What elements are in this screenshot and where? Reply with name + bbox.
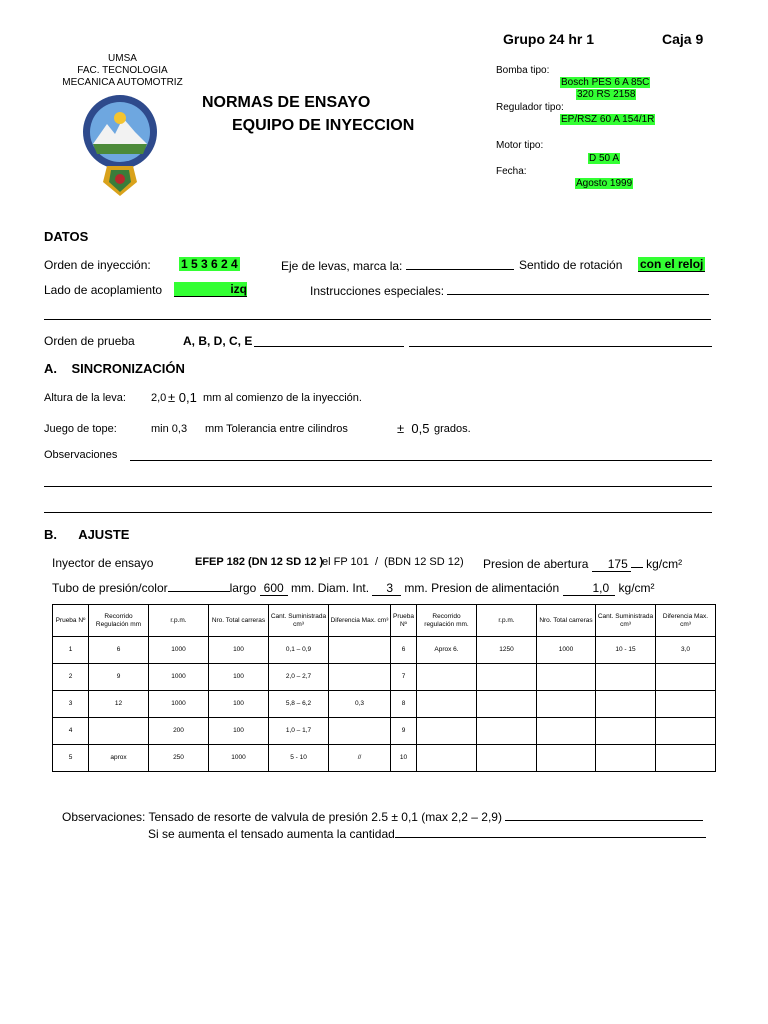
group-label: Grupo 24 hr 1 — [503, 31, 595, 47]
orden-prueba-label: Orden de prueba — [44, 334, 135, 348]
instrucciones-line[interactable] — [44, 319, 711, 320]
column-header: Nro. Total carreras — [537, 605, 596, 637]
tubo-label: Tubo de presión/color — [52, 581, 168, 595]
alimentacion-value[interactable]: 1,0 — [563, 581, 616, 596]
table-cell[interactable]: 1000 — [149, 691, 209, 718]
alimentacion-unit: kg/cm² — [618, 581, 655, 595]
bomba-label: Bomba tipo: — [496, 65, 550, 76]
presion-abertura-unit: kg/cm² — [646, 557, 683, 571]
table-cell[interactable]: 100 — [209, 664, 269, 691]
orden-prueba-field-1[interactable] — [254, 346, 404, 347]
table-cell[interactable]: 100 — [209, 718, 269, 745]
column-header: Prueba Nº — [53, 605, 89, 637]
fecha-label: Fecha: — [496, 166, 527, 177]
juego-value: min 0,3 — [151, 423, 188, 435]
table-cell[interactable] — [596, 664, 656, 691]
table-cell[interactable]: 1,0 – 1,7 — [269, 718, 329, 745]
column-header: r.p.m. — [477, 605, 537, 637]
table-cell[interactable] — [656, 664, 716, 691]
altura-label: Altura de la leva: — [44, 392, 126, 404]
tubo-row — [52, 580, 655, 595]
lado-value: izq — [174, 282, 247, 297]
table-cell[interactable] — [329, 664, 391, 691]
table-cell[interactable] — [537, 718, 596, 745]
table-cell[interactable] — [596, 718, 656, 745]
table-header-row — [53, 605, 716, 637]
datos-heading: DATOS — [44, 229, 89, 244]
table-cell[interactable] — [596, 691, 656, 718]
box-label: Caja 9 — [662, 31, 704, 47]
eje-levas-field[interactable] — [406, 258, 514, 270]
table-row — [53, 745, 716, 772]
doc-title-line1: NORMAS DE ENSAYO — [202, 94, 371, 111]
table-cell[interactable]: 4 — [53, 718, 89, 745]
table-row — [53, 718, 716, 745]
fecha-value: Agosto 1999 — [576, 178, 633, 189]
table-cell[interactable]: 1 — [53, 637, 89, 664]
column-header: Cant. Suministrada cm³ — [269, 605, 329, 637]
table-cell[interactable]: 100 — [209, 691, 269, 718]
instrucciones-field[interactable] — [447, 283, 709, 295]
alimentacion-label: mm. Presion de alimentación — [404, 581, 560, 595]
altura-value: 2,0 — [151, 392, 167, 404]
institution-line: MECANICA AUTOMOTRIZ — [62, 77, 183, 88]
table-cell[interactable] — [656, 691, 716, 718]
table-cell[interactable] — [656, 718, 716, 745]
table-cell[interactable] — [537, 664, 596, 691]
obs-final-row-1 — [62, 809, 703, 824]
table-cell[interactable]: 100 — [209, 637, 269, 664]
instrucciones-row — [310, 283, 709, 298]
column-header: Recorrido Regulación mm — [89, 605, 149, 637]
sentido-value: con el reloj — [640, 257, 704, 271]
table-row — [53, 664, 716, 691]
eje-levas-row — [281, 258, 514, 273]
table-cell[interactable]: 3 — [53, 691, 89, 718]
presion-abertura-row — [483, 556, 682, 571]
institution-block — [60, 53, 185, 89]
regulador-label: Regulador tipo: — [496, 102, 564, 113]
table-cell[interactable]: 200 — [149, 718, 209, 745]
table-cell[interactable]: 10 — [391, 745, 417, 772]
table-cell[interactable]: 250 — [149, 745, 209, 772]
table-cell[interactable]: Aprox 6. — [417, 637, 477, 664]
observaciones-line[interactable] — [44, 512, 712, 513]
ajuste-heading: B. AJUSTE — [44, 527, 130, 542]
table-row — [53, 637, 716, 664]
column-header: Cant. Suministrada cm³ — [596, 605, 656, 637]
table-cell[interactable]: 2 — [53, 664, 89, 691]
table-cell[interactable]: 0,3 — [329, 691, 391, 718]
table-cell[interactable] — [417, 745, 477, 772]
orden-prueba-value: A, B, D, C, E — [183, 334, 253, 348]
tubo-color-field[interactable] — [168, 580, 230, 592]
regulador-value: EP/RSZ 60 A 154/1R — [561, 114, 655, 125]
presion-abertura-label: Presion de abertura — [483, 557, 589, 571]
table-cell[interactable]: 10 - 15 — [596, 637, 656, 664]
orden-prueba-field-2[interactable] — [409, 346, 712, 347]
inyector-label: Inyector de ensayo — [52, 556, 154, 570]
motor-label: Motor tipo: — [496, 140, 544, 151]
obs-final-text-2: Si se aumenta el tensado aumenta la cantidad — [148, 827, 395, 841]
table-cell[interactable] — [537, 691, 596, 718]
obs-final-field-2[interactable] — [395, 826, 706, 838]
instrucciones-label: Instrucciones especiales: — [310, 284, 445, 298]
column-header: Recorrido regulación mm. — [417, 605, 477, 637]
table-cell[interactable]: 5,8 – 6,2 — [269, 691, 329, 718]
column-header: Prueba Nº — [391, 605, 417, 637]
diametro-value[interactable]: 3 — [372, 581, 401, 596]
table-cell[interactable]: 1250 — [477, 637, 537, 664]
institution-line: UMSA — [108, 53, 137, 64]
table-cell[interactable]: 0,1 – 0,9 — [269, 637, 329, 664]
juego-label: Juego de tope: — [44, 423, 117, 435]
table-cell[interactable]: 6 — [89, 637, 149, 664]
diametro-label: mm. Diam. Int. — [291, 581, 370, 595]
column-header: r.p.m. — [149, 605, 209, 637]
test-results-table — [52, 604, 716, 772]
table-cell[interactable]: 2,0 – 2,7 — [269, 664, 329, 691]
table-cell[interactable]: 5 - 10 — [269, 745, 329, 772]
inyector-mid: el FP 101 / (BDN 12 SD 12) — [322, 556, 464, 568]
column-header: Nro. Total carreras — [209, 605, 269, 637]
presion-abertura-value[interactable]: 175 — [592, 557, 631, 572]
largo-value[interactable]: 600 — [260, 581, 288, 596]
table-cell[interactable] — [477, 718, 537, 745]
orden-inyeccion-label: Orden de inyección: — [44, 258, 151, 272]
obs-final-tolerance: ± 0,1 (max 2,2 – 2,9) — [391, 810, 502, 824]
orden-inyeccion-value: 1 5 3 6 2 4 — [181, 257, 238, 271]
table-cell[interactable]: 3,0 — [656, 637, 716, 664]
observaciones-line[interactable] — [44, 486, 712, 487]
table-cell[interactable] — [477, 745, 537, 772]
obs-final-text-1: Tensado de resorte de valvula de presión 2.5 — [148, 810, 388, 824]
table-cell[interactable]: 9 — [89, 664, 149, 691]
table-cell[interactable]: 8 — [391, 691, 417, 718]
table-cell[interactable]: 1000 — [537, 637, 596, 664]
university-seal-logo — [75, 92, 165, 202]
table-cell[interactable] — [537, 745, 596, 772]
observaciones-label: Observaciones — [44, 449, 118, 461]
table-cell[interactable]: 7 — [391, 664, 417, 691]
table-cell[interactable] — [477, 691, 537, 718]
sincronizacion-heading: A. SINCRONIZACIÓN — [44, 361, 185, 376]
table-cell[interactable] — [596, 745, 656, 772]
table-cell[interactable]: 1000 — [149, 637, 209, 664]
table-cell[interactable] — [329, 637, 391, 664]
lado-label: Lado de acoplamiento — [44, 283, 163, 297]
altura-tolerance: ± 0,1 — [168, 390, 197, 405]
table-cell[interactable]: 5 — [53, 745, 89, 772]
institution-line: FAC. TECNOLOGIA — [77, 65, 168, 76]
table-cell[interactable] — [89, 718, 149, 745]
table-cell[interactable] — [417, 691, 477, 718]
largo-label: largo — [229, 581, 257, 595]
obs-final-label: Observaciones: — [62, 810, 146, 824]
bomba-value-2: 320 RS 2158 — [577, 89, 636, 100]
presion-abertura-blank — [631, 556, 643, 568]
eje-levas-label: Eje de levas, marca la: — [281, 259, 403, 273]
table-cell[interactable] — [329, 718, 391, 745]
sentido-label: Sentido de rotación — [519, 258, 623, 272]
altura-tail: mm al comienzo de la inyección. — [203, 392, 362, 404]
column-header: Diferencia Max. cm³ — [329, 605, 391, 637]
obs-final-field-1[interactable] — [505, 809, 703, 821]
table-cell[interactable] — [417, 664, 477, 691]
table-cell[interactable]: 1000 — [149, 664, 209, 691]
tolerancia-label: mm Tolerancia entre cilindros — [205, 423, 348, 435]
table-cell[interactable]: 6 — [391, 637, 417, 664]
motor-value: D 50 A — [589, 153, 620, 164]
tolerancia-value: ± 0,5 — [397, 421, 430, 436]
inyector-value: EFEP 182 (DN 12 SD 12 ) — [195, 556, 324, 568]
obs-final-row-2 — [148, 826, 706, 841]
table-cell[interactable]: 9 — [391, 718, 417, 745]
table-cell[interactable]: 1000 — [209, 745, 269, 772]
table-cell[interactable] — [656, 745, 716, 772]
table-row — [53, 691, 716, 718]
table-cell[interactable] — [477, 664, 537, 691]
bomba-value-1: Bosch PES 6 A 85C — [561, 77, 650, 88]
tolerancia-unit: grados. — [434, 423, 471, 435]
column-header: Diferencia Max. cm³ — [656, 605, 716, 637]
doc-title-line2: EQUIPO DE INYECCION — [232, 117, 415, 134]
table-cell[interactable]: aprox — [89, 745, 149, 772]
observaciones-field[interactable] — [130, 460, 712, 461]
table-cell[interactable]: 12 — [89, 691, 149, 718]
table-cell[interactable] — [417, 718, 477, 745]
table-cell[interactable]: // — [329, 745, 391, 772]
